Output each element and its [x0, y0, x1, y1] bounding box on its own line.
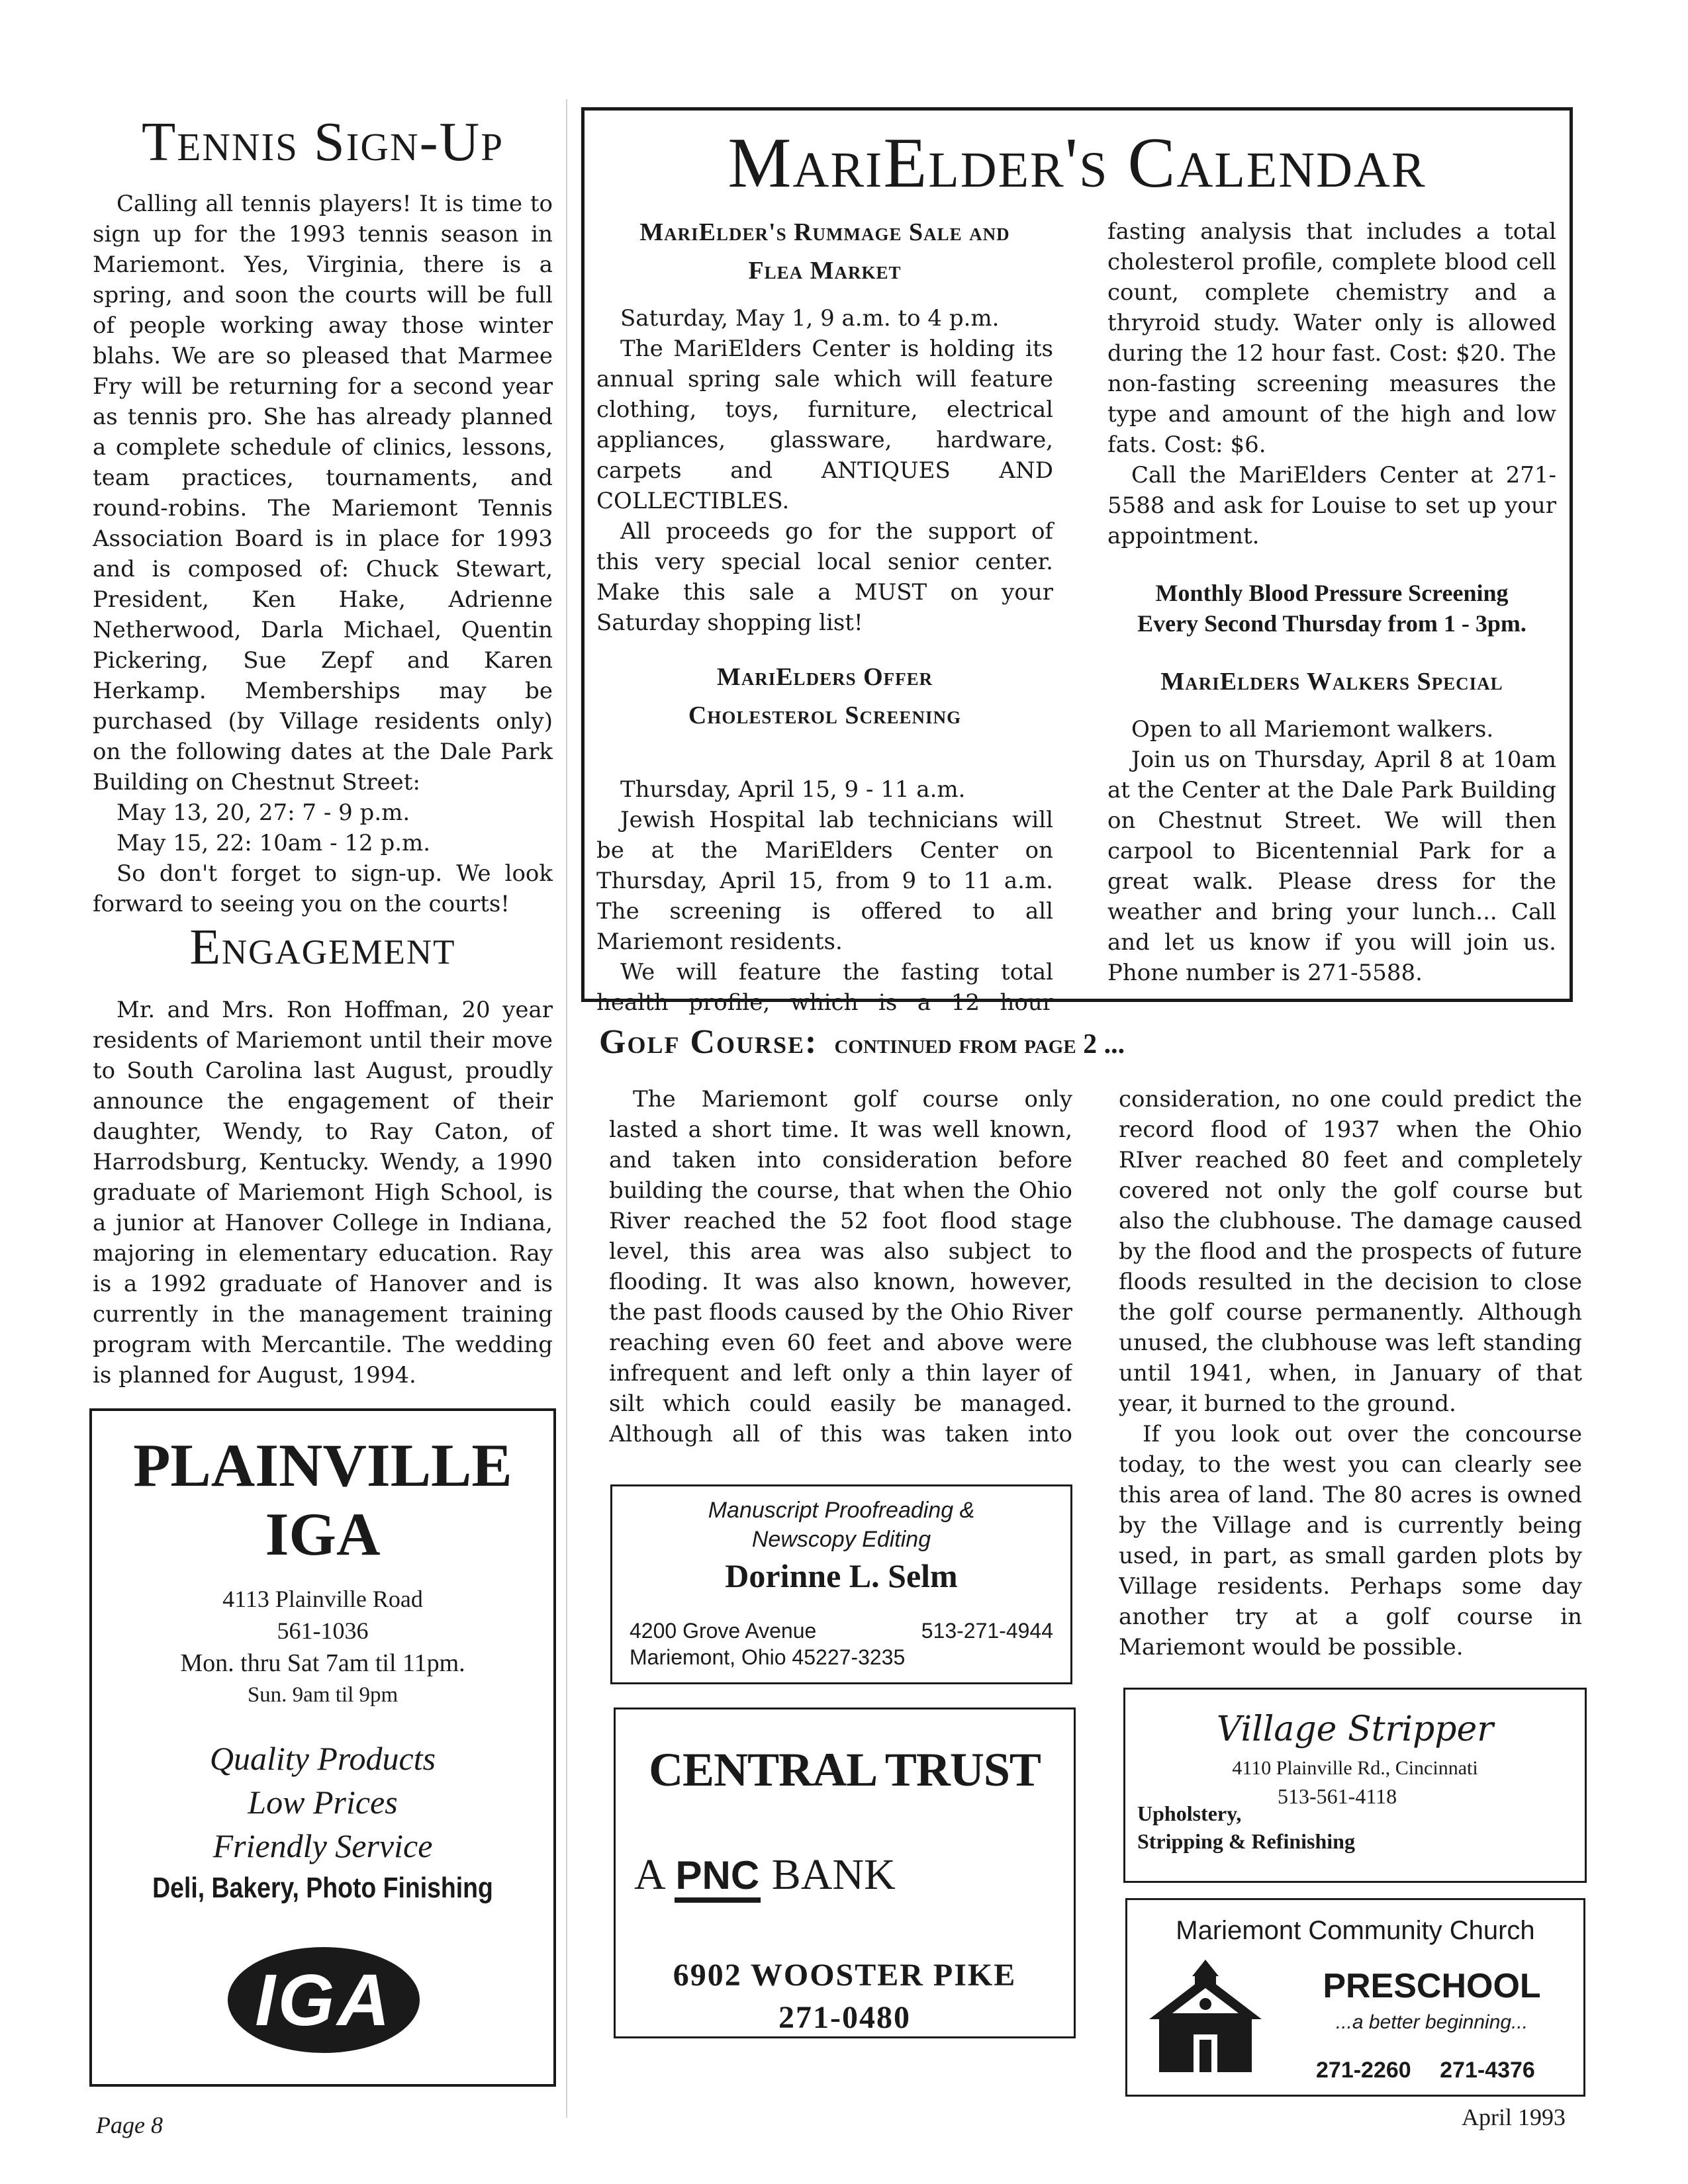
trust-name: CENTRAL TRUST — [649, 1743, 1041, 1796]
tennis-date-2: May 15, 22: 10am - 12 p.m. — [117, 830, 431, 856]
page-number: Page 8 — [96, 2112, 163, 2138]
trust-pnc-suffix: BANK — [771, 1850, 896, 1899]
selm-city: Mariemont, Ohio 45227-3235 — [630, 1645, 906, 1669]
tennis-closing: So don't forget to sign-up. We look forward to seeing you on the courts! — [93, 860, 553, 917]
central-trust-ad — [614, 1707, 1076, 2038]
calendar-box — [581, 107, 1573, 1016]
bp-line-2: Every Second Thursday from 1 - 3pm. — [1137, 610, 1526, 637]
rummage-text-1: The MariElders Center is holding its annual spring sale which will feature clothing, toys, furniture, electrical appliances, glassware, hardware, carpets and ANTIQUES AND COLLECTIBLES. — [596, 336, 1053, 514]
iga-ad — [89, 1408, 556, 2087]
golf-text-1-continued: consideration, no one could predict the record flood of 1937 when the Ohio RIver reached 80 feet and completely covered not only the golf course but also the clubhouse. The damage caused by the flood and the prospects of future floods resulted in the decision to close the golf course permanently. Although unused, the clubhouse was left standing until 1941, when, in January of that year, it burned to the ground. — [1119, 1086, 1582, 1417]
walkers-text-1: Open to all Mariemont walkers. — [1131, 716, 1494, 743]
bp-line-1: Monthly Blood Pressure Screening — [1155, 580, 1509, 606]
schoolhouse-icon — [1146, 1956, 1265, 2075]
trust-address: 6902 WOOSTER PIKE — [673, 1958, 1017, 1993]
selm-line-2: Newscopy Editing — [751, 1527, 931, 1552]
iga-slogan-3: Friendly Service — [212, 1827, 433, 1864]
rummage-title-2: Flea Market — [748, 257, 902, 285]
iga-phone: 561-1036 — [277, 1617, 369, 1644]
rummage-text-2: All proceeds go for the support of this very special local senior center. Make this sale a MUST on your Saturday shopping list! — [596, 518, 1053, 636]
selm-ad — [610, 1484, 1072, 1684]
iga-name-line1: PLAINVILLE — [133, 1432, 512, 1499]
iga-name-line2: IGA — [265, 1500, 381, 1568]
selm-line-1: Manuscript Proofreading & — [708, 1498, 975, 1523]
rummage-date: Saturday, May 1, 9 a.m. to 4 p.m. — [620, 305, 1000, 332]
golf-text-2: If you look out over the concourse today, to the west you can clearly see this area of land. The 80 acres is owned by the Village and is currently being used, in part, as small garden plots by Village residents. Perhaps some day another try at a golf course in Mariemont would be possible. — [1119, 1421, 1582, 1661]
engagement-text: Mr. and Mrs. Ron Hoffman, 20 year residents of Mariemont until their move to South Carolina last August, proudly announce the engagement of their daughter, Wendy, to Ray Caton, of Harrodsburg, Kentucky. Wendy, a 1990 graduate of Mariemont High School, is a junior at Hanover College in Indiana, majoring in elementary education. Ray is a 1992 graduate of Hanover and is currently in the management training program with Mercantile. The wedding is planned for August, 1994. — [93, 997, 553, 1388]
church-phones — [1316, 2058, 1535, 2083]
church-preschool-ad — [1125, 1898, 1585, 2097]
church-phone-1: 271-2260 — [1316, 2058, 1411, 2083]
trust-pnc-prefix: A — [634, 1850, 664, 1899]
engagement-section — [93, 917, 553, 1390]
church-preschool: PRESCHOOL — [1323, 1967, 1541, 2005]
golf-text-1: The Mariemont golf course only lasted a short time. It was well known, and taken into consideration before building the course, that when the Ohio River reached the 52 foot flood stage level, this area was also subject to flooding. It was also known, however, the past floods caused by the Ohio River reaching even 60 feet and above were infrequent and left only a thin layer of silt which could easily be managed. Although all of this was taken into — [609, 1086, 1072, 1447]
chol-text-2: We will feature the fasting total health profile, which is a 12 hour — [596, 959, 1053, 1016]
selm-name: Dorinne L. Selm — [725, 1557, 958, 1594]
village-stripper-ad — [1123, 1688, 1587, 1883]
tennis-title: Tennis Sign-Up — [141, 111, 504, 173]
golf-subtitle: continued from page 2 ... — [834, 1029, 1125, 1060]
rummage-title-1: MariElder's Rummage Sale and — [639, 218, 1010, 246]
chol-text-1: Jewish Hospital lab technicians will be at the MariElders Center on Thursday, April 15, from 9 to 11 a.m. The screening is offered to all Mariemont residents. — [596, 807, 1053, 955]
iga-slogan-2: Low Prices — [248, 1784, 398, 1821]
church-tagline: ...a better beginning... — [1335, 2011, 1528, 2033]
selm-phone: 513-271-4944 — [921, 1619, 1053, 1643]
chol-text-2-continued: fasting analysis that includes a total cholesterol profile, complete blood cell count, complete chemistry and a thryroid study. Water only is allowed during the 12 hour fast. Cost: $20. The non-fasting screening measures the type and amount of the high and low fats. Cost: $6. — [1107, 218, 1556, 458]
golf-heading — [599, 1023, 1566, 1062]
tennis-section — [93, 109, 553, 919]
stripper-address: 4110 Plainville Rd., Cincinnati — [1232, 1757, 1478, 1779]
stripper-phone: 513-561-4118 — [1278, 1784, 1397, 1808]
iga-logo-text: IGA — [255, 1959, 393, 2041]
iga-hours-sunday: Sun. 9am til 9pm — [247, 1683, 399, 1707]
chol-title-1: MariElders Offer — [716, 663, 933, 691]
walkers-text-2: Join us on Thursday, April 8 at 10am at the Center at the Dale Park Building on Chestnut Street. We will then carpool to Bicentennial Park for a great walk. Please dress for the weather and bring your lunch... Call and let us know if you will join us. Phone number is 271-5588. — [1107, 747, 1556, 986]
chol-continued — [1107, 216, 1556, 460]
iga-hours-weekday: Mon. thru Sat 7am til 11pm. — [180, 1649, 465, 1677]
church-name: Mariemont Community Church — [1176, 1916, 1535, 1945]
trust-pnc-logo: PNC — [675, 1853, 761, 1903]
chol-title-2: Cholesterol Screening — [688, 702, 962, 729]
golf-column-1 — [609, 1084, 1072, 1449]
tennis-paragraph: Calling all tennis players! It is time to sign up for the 1993 tennis season in Mariemont. Yes, Virginia, there is a spring, and soon the courts will be full of people working away those winter blahs. We are so pleased that Marmee Fry will be returning for a second year as tennis pro. She has already planned a complete schedule of clinics, lessons, team practices, tournaments, and round-robins. The Mariemont Tennis Association Board is in place for 1993 and is composed of: Chuck Stewart, President, Ken Hake, Adrienne Netherwood, Darla Michael, Quentin Pickering, Sue Zepf and Karen Herkamp. Memberships may be purchased (by Village residents only) on the following dates at the Dale Park Building on Chestnut Street: — [93, 191, 553, 796]
trust-pnc-line — [634, 1848, 896, 1902]
stripper-service-2: Stripping & Refinishing — [1137, 1829, 1355, 1853]
engagement-title: Engagement — [189, 919, 456, 975]
stripper-service-1: Upholstery, — [1137, 1801, 1242, 1825]
golf-column-2 — [1119, 1084, 1582, 1680]
chol-text-3: Call the MariElders Center at 271-5588 and ask for Louise to set up your appointment. — [1107, 462, 1556, 549]
tennis-date-1: May 13, 20, 27: 7 - 9 p.m. — [117, 799, 410, 826]
church-phone-2: 271-4376 — [1440, 2058, 1535, 2083]
walkers-title: MariElders Walkers Special — [1160, 668, 1503, 696]
stripper-name: Village Stripper — [1216, 1709, 1494, 1749]
calendar-title: MariElder's Calendar — [727, 124, 1427, 203]
issue-date: April 1993 — [1462, 2104, 1566, 2130]
selm-address: 4200 Grove Avenue — [630, 1619, 817, 1643]
chol-date: Thursday, April 15, 9 - 11 a.m. — [620, 776, 966, 803]
iga-services: Deli, Bakery, Photo Finishing — [152, 1872, 493, 1904]
iga-address: 4113 Plainville Road — [222, 1586, 423, 1612]
iga-logo — [228, 1947, 420, 2053]
iga-slogan-1: Quality Products — [209, 1740, 436, 1777]
golf-title: Golf Course: — [599, 1023, 818, 1061]
trust-phone: 271-0480 — [778, 2000, 911, 2035]
